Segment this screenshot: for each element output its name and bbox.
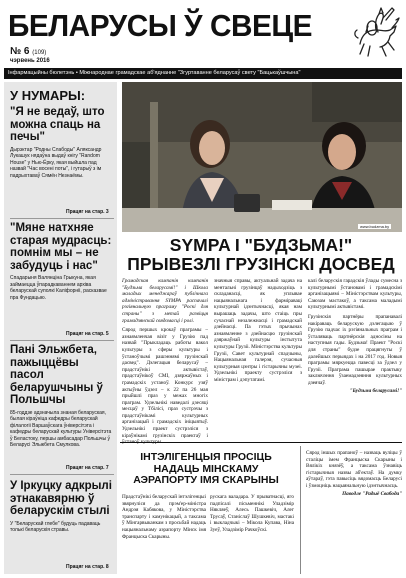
meeting-photo-illustration [122, 82, 402, 232]
article-1-text-4: Грузінскія партнёры прапанавалі накіраваць беларускую дэлегацыю ў Грузію падчас іх рэгіянальных праграм і ўсталяваць партнёрскія адносіны на наступныя гады. Будзьма! Праект "Роскі для страны" будзе працягнуты ў далейшых перыядах і на 2017 год. Новыя праграмы мяркуецца павесці за ўдзел у Грузіі. Праграма пашырае практыку заключэння ўзаемадзеяння культурных дзеячаў. [308, 313, 402, 386]
article-1-column-1 [122, 278, 208, 446]
sidebar-story-more-link[interactable]: Працяг на стар. 8 [66, 564, 109, 570]
section-divider [120, 442, 402, 443]
issue-number [10, 46, 46, 57]
sidebar-story-title: Пані Эльжбета, пажыццёвы пасол беларушчыны ў Польшчы [10, 344, 103, 406]
article-1-column-2 [214, 278, 302, 438]
article-1-text-3: калі беларускія гарадскія ўлады сумесна з культурнымі ўстановамі і грамадскімі арганізацыямі – Міністэрствам культуры, Саюзам мастакоў, а таксама маладымі культурнымі актывістамі. [308, 278, 402, 311]
sidebar-story-more-link[interactable]: Працяг на стар. 3 [66, 209, 109, 215]
sidebar-story-title: У Іркуцку адкрылі этнакавярню ў беларускім стылі [10, 480, 112, 517]
article-2-text-2: рускага валадара. У прыватнасці, яго падпісалі пісьменнікі Уладзімір Някляеў, Алесь Пашкевіч, Алег Трусаў, Станіслаў Шушкевіч, мастакі і выкладчыкі – Мікола Купава, Ніна Зуеў, Уладзімір Рачкоўскі. [210, 494, 294, 533]
masthead [6, 4, 400, 64]
article-1-headline [120, 236, 402, 274]
sidebar-story-more-link[interactable]: Працяг на стар. 5 [66, 331, 109, 337]
sidebar-story-more-link[interactable]: Працяг на стар. 7 [66, 465, 109, 471]
article-1-text-2: значныя справы, актуальнай задача на ментальні грузінцаў надыходзіць з складанасці, як уплывае нацыянальнага і фарміраваці культурнай ідэнтычнасці, якая нам вырашаць задачы, што стаіць пры сучаснай незалежнасці і грамадскай дзейнасці. Па гэтых прычынах азнаямленне з дзейнасцю грузінскай дзяржаўнай культуры інстытута культуры Грузіі. Міністэрства культуры Грузіі, Савет культурнай спадчыны, Нацыянальная галерэя, сучасныя культурныя цэнтры і гістарычны музеі. Удзельнікі праекту сустрэліся з міністрам і дэпутатамі. [214, 278, 302, 383]
column-divider [300, 446, 301, 574]
issue-number-sub: (109) [32, 50, 47, 56]
sidebar-story-3[interactable] [10, 344, 114, 449]
sidebar-divider [10, 474, 114, 475]
sidebar-heading: У НУМАРЫ: [10, 88, 86, 103]
sidebar-story-1[interactable] [10, 106, 114, 179]
sidebar-story-text: 85-годдзе адзначыла знаная беларуская, былая кіраўніца кафедры беларускай філалогіі Варшаўскага ўніверсітэта і кафедры беларускай культуры Універсітэта ў Беластоку, першы амбасадар Польшчы ў Беларусі Эльжбета Смулкова. [10, 409, 112, 449]
sidebar-story-2[interactable] [10, 222, 114, 301]
tagline-bar: Інфармацыйны бюлетэнь • Міжнароднае грамадскае аб'яднанне "Згуртаванне беларусаў свету "Бацькаўшчына" [4, 68, 402, 79]
article-2-signature: Паводле "Радыё Свабода" [342, 490, 402, 497]
article-2-column-1 [122, 494, 206, 574]
issue-number-main: № 6 [10, 46, 30, 57]
sidebar-story-4[interactable] [10, 480, 114, 534]
article-photo [122, 82, 402, 232]
sidebar-divider [10, 218, 114, 219]
article-2-text-3: Сярод іншых прапаноў – назваць вуліцы ў сталіцы імем Францыска Скарыны і Вялікіх князёў, а таксама ўзнавіць гістарычныя назвы аб'ектаў. На думку аўтараў, гэта павысіць вядомасць Беларусі і ўзмоцніць нацыянальную ідэнтычнасць. [306, 450, 402, 489]
article-1-headline-line-2: ПРЫВЕЗЛІ ГРУЗІНСКІ ДОСВЕД [127, 254, 395, 274]
newspaper-title: БЕЛАРУСЫ Ў СВЕЦЕ [8, 8, 313, 43]
issue-date: чэрвень 2016 [10, 58, 50, 64]
article-2-column-2 [210, 494, 294, 574]
article-1-lead: Грамадская кампанія кампанія "Будзьма беларусамі!" і Школа маладых менеджараў публічнага адміністравання SYMPA распачалі рэгіянальную праграму "Роскі для страны" з метай развіцця грамадзянскай свядомасці і ролі. [122, 278, 208, 324]
sidebar-story-text: У "Беларускай глебе" будуць падаваць толькі беларускія стравы. [10, 520, 101, 534]
article-2-column-3 [306, 450, 402, 574]
sidebar-divider [10, 340, 114, 341]
sidebar-story-title: "Мяне натхняе старая мудрасць: помнім мы – не забудуць і нас" [10, 222, 112, 272]
article-1-headline-line-1: SYMPA І "БУДЗЬМА!" [169, 235, 353, 255]
photo-credit: www.budzma.by [360, 224, 390, 229]
article-1-column-3 [308, 278, 402, 438]
article-1-signature: "Будзьма беларусамі!" [349, 387, 402, 394]
article-1-text-1: Сярод першых крокаў праграмы – азнаямленчая візіт у Грузію пад назвай "Прыкладаць работы вакол культуры з сферы культуры і ўстаноўчымі рашэннямі грузінскай дасвед". Дэлегацыя беларусаў – прадстаўнікі актывістаў, прадстаўнікоў СМІ, дзяржаўных і грамадскіх устаноў. Конкурс узяў актыўны ўдзел – к 22 па 26 мая прыйшлі праз у межах многіх праграм. Удзельнікі наведалі дзесяці месцаў у Тбілісі, праз сустрэчы з прадстаўнікамі культурных арганізацый і грамадскіх ініцыятыў. Удзельнікі праект сустрэліся з кіраўнікамі грузінскіх праектаў і ўстаноў культуры. [122, 327, 208, 446]
sidebar-in-this-issue [4, 82, 117, 574]
sidebar-story-text: Спадарыня Валянціна Грыкуна, якая займаецца ўпарадкаваннем архіва беларускай суполкі Каліфорніі, расказвае пра Фундацыю. [10, 275, 107, 301]
article-2-text-1: Прадстаўнікі беларускай інтэлігенцыі звярнуліся да прэм'ер-міністра Андрэя Кабякова, у Міністэрства транспарту і камунікацый, а таксама ў Мінгарвыканкам з просьбай надаць нацыянальнаму аэрапорту Мінск імя Францыска Скарыны. [122, 494, 206, 540]
sidebar-story-text: Дырэктар "Родны Слабоды" Аляксандр Лукашук нядаўна выдаў кнігу "Random House" у Нью-Ёрку, якая выйшла пад назвай "Час восені поты", і гутарыў з ім падрыхтаваў Сямён Незнаёмы. [10, 146, 102, 179]
sidebar-story-title: "Я не ведаў, што можна спаць на печы" [10, 106, 105, 143]
pahonia-emblem-icon [352, 4, 402, 60]
article-2-headline: ІНТЭЛІГЕНЦЫЯ ПРОСІЦЬ НАДАЦЬ МІНСКАМУ АЭРАПОРТУ ІМЯ СКАРЫНЫ [133, 451, 279, 486]
